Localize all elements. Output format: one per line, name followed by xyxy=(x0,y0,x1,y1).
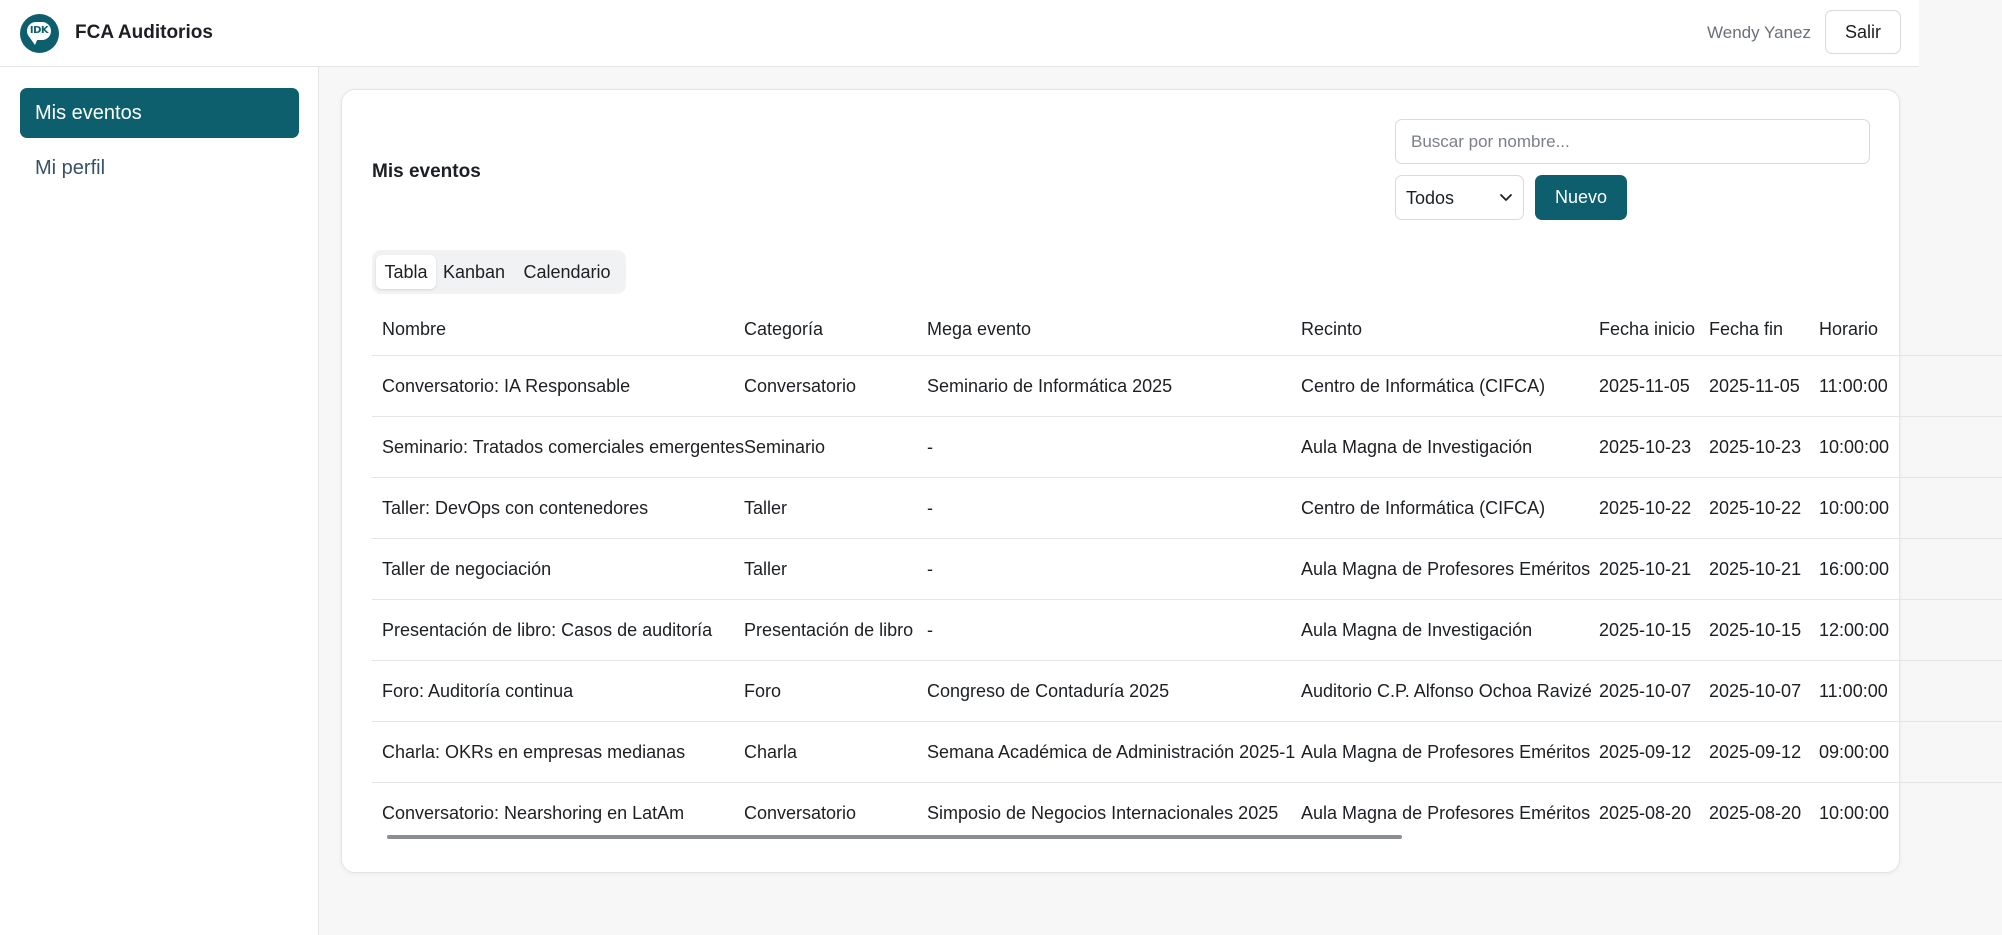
cell-horario: 11:00:00 xyxy=(1809,661,2002,722)
cell-categoria: Presentación de libro xyxy=(734,600,917,661)
cell-fecha-inicio: 2025-10-07 xyxy=(1589,661,1699,722)
cell-fecha-inicio: 2025-08-20 xyxy=(1589,783,1699,844)
column-header-nombre: Nombre xyxy=(382,319,447,339)
view-tabs xyxy=(372,250,626,294)
cell-fecha-fin: 2025-10-21 xyxy=(1699,539,1809,600)
cell-fecha-inicio: 2025-10-23 xyxy=(1589,417,1699,478)
cell-nombre: Foro: Auditoría continua xyxy=(372,661,734,722)
cell-categoria: Charla xyxy=(734,722,917,783)
cell-fecha-fin: 2025-09-12 xyxy=(1699,722,1809,783)
cell-categoria: Conversatorio xyxy=(734,783,917,844)
cell-fecha-fin: 2025-10-22 xyxy=(1699,478,1809,539)
cell-horario: 12:00:00 xyxy=(1809,600,2002,661)
cell-horario: 10:00:00 xyxy=(1809,478,2002,539)
cell-horario: 10:00:00 xyxy=(1809,783,2002,844)
events-table xyxy=(372,304,2002,843)
cell-horario: 16:00:00 xyxy=(1809,539,2002,600)
filter-selected-value: Todos xyxy=(1406,188,1455,208)
chat-bubble-icon xyxy=(27,22,51,40)
cell-recinto: Auditorio C.P. Alfonso Ochoa Ravizé xyxy=(1291,661,1589,722)
column-header-fecha-fin: Fecha fin xyxy=(1709,319,1784,339)
table-row[interactable] xyxy=(372,417,2002,478)
logo-text: IDK xyxy=(29,25,49,36)
cell-nombre: Taller de negociación xyxy=(372,539,734,600)
cell-fecha-fin: 2025-10-23 xyxy=(1699,417,1809,478)
sidebar-item-mis-eventos[interactable]: Mis eventos xyxy=(20,88,299,138)
cell-recinto: Aula Magna de Investigación xyxy=(1291,600,1589,661)
cell-nombre: Seminario: Tratados comerciales emergentes xyxy=(372,417,734,478)
new-event-button[interactable]: Nuevo xyxy=(1535,175,1627,220)
column-header-recinto: Recinto xyxy=(1301,319,1363,339)
cell-recinto: Aula Magna de Profesores Eméritos xyxy=(1291,783,1589,844)
cell-fecha-inicio: 2025-10-21 xyxy=(1589,539,1699,600)
user-name: Wendy Yanez xyxy=(1707,23,1811,42)
cell-fecha-inicio: 2025-10-15 xyxy=(1589,600,1699,661)
search-input[interactable] xyxy=(1395,119,1870,164)
cell-mega-evento: - xyxy=(917,417,1291,478)
cell-categoria: Taller xyxy=(734,539,917,600)
cell-fecha-inicio: 2025-10-22 xyxy=(1589,478,1699,539)
tab-tabla[interactable]: Tabla xyxy=(376,255,436,289)
cell-horario: 11:00:00 xyxy=(1809,356,2002,417)
table-row[interactable] xyxy=(372,783,2002,844)
cell-recinto: Aula Magna de Profesores Eméritos xyxy=(1291,539,1589,600)
app-logo-icon[interactable] xyxy=(20,14,59,53)
table-row[interactable] xyxy=(372,600,2002,661)
table-header-row xyxy=(372,304,2002,356)
cell-recinto: Aula Magna de Profesores Eméritos xyxy=(1291,722,1589,783)
tab-calendario[interactable]: Calendario xyxy=(523,262,611,282)
cell-recinto: Centro de Informática (CIFCA) xyxy=(1291,356,1589,417)
table-row[interactable] xyxy=(372,661,2002,722)
table-row[interactable] xyxy=(372,722,2002,783)
table-row[interactable] xyxy=(372,356,2002,417)
chevron-down-icon xyxy=(1499,190,1513,204)
app-title: FCA Auditorios xyxy=(75,22,213,43)
events-card xyxy=(341,89,1900,873)
cell-mega-evento: Semana Académica de Administración 2025-1 xyxy=(917,722,1291,783)
cell-horario: 10:00:00 xyxy=(1809,417,2002,478)
cell-horario: 09:00:00 xyxy=(1809,722,2002,783)
cell-categoria: Taller xyxy=(734,478,917,539)
cell-fecha-fin: 2025-10-07 xyxy=(1699,661,1809,722)
cell-categoria: Foro xyxy=(734,661,917,722)
cell-categoria: Seminario xyxy=(734,417,917,478)
cell-fecha-fin: 2025-08-20 xyxy=(1699,783,1809,844)
cell-mega-evento: Simposio de Negocios Internacionales 2025 xyxy=(917,783,1291,844)
cell-mega-evento: - xyxy=(917,539,1291,600)
cell-categoria: Conversatorio xyxy=(734,356,917,417)
column-header-fecha-inicio: Fecha inicio xyxy=(1599,319,1696,339)
table-row[interactable] xyxy=(372,478,2002,539)
logout-button[interactable]: Salir xyxy=(1825,10,1901,54)
cell-nombre: Charla: OKRs en empresas medianas xyxy=(372,722,734,783)
cell-fecha-fin: 2025-11-05 xyxy=(1699,356,1809,417)
cell-mega-evento: - xyxy=(917,600,1291,661)
cell-nombre: Presentación de libro: Casos de auditoría xyxy=(372,600,734,661)
cell-fecha-inicio: 2025-11-05 xyxy=(1589,356,1699,417)
top-bar xyxy=(0,0,1919,67)
cell-fecha-inicio: 2025-09-12 xyxy=(1589,722,1699,783)
column-header-horario: Horario xyxy=(1819,319,1879,339)
cell-nombre: Conversatorio: Nearshoring en LatAm xyxy=(372,783,734,844)
category-filter-select[interactable] xyxy=(1395,175,1524,220)
page-title: Mis eventos xyxy=(372,161,481,182)
table-row[interactable] xyxy=(372,539,2002,600)
column-header-mega-evento: Mega evento xyxy=(927,319,1032,339)
cell-nombre: Taller: DevOps con contenedores xyxy=(372,478,734,539)
sidebar xyxy=(0,67,319,935)
cell-mega-evento: Congreso de Contaduría 2025 xyxy=(917,661,1291,722)
tab-kanban[interactable]: Kanban xyxy=(442,262,506,282)
cell-mega-evento: - xyxy=(917,478,1291,539)
sidebar-item-mi-perfil[interactable]: Mi perfil xyxy=(35,157,106,179)
cell-fecha-fin: 2025-10-15 xyxy=(1699,600,1809,661)
cell-recinto: Aula Magna de Investigación xyxy=(1291,417,1589,478)
horizontal-scrollbar[interactable] xyxy=(387,835,1402,839)
cell-mega-evento: Seminario de Informática 2025 xyxy=(917,356,1291,417)
cell-nombre: Conversatorio: IA Responsable xyxy=(372,356,734,417)
cell-recinto: Centro de Informática (CIFCA) xyxy=(1291,478,1589,539)
column-header-categoria: Categoría xyxy=(744,319,824,339)
events-table-container[interactable] xyxy=(372,304,1890,823)
